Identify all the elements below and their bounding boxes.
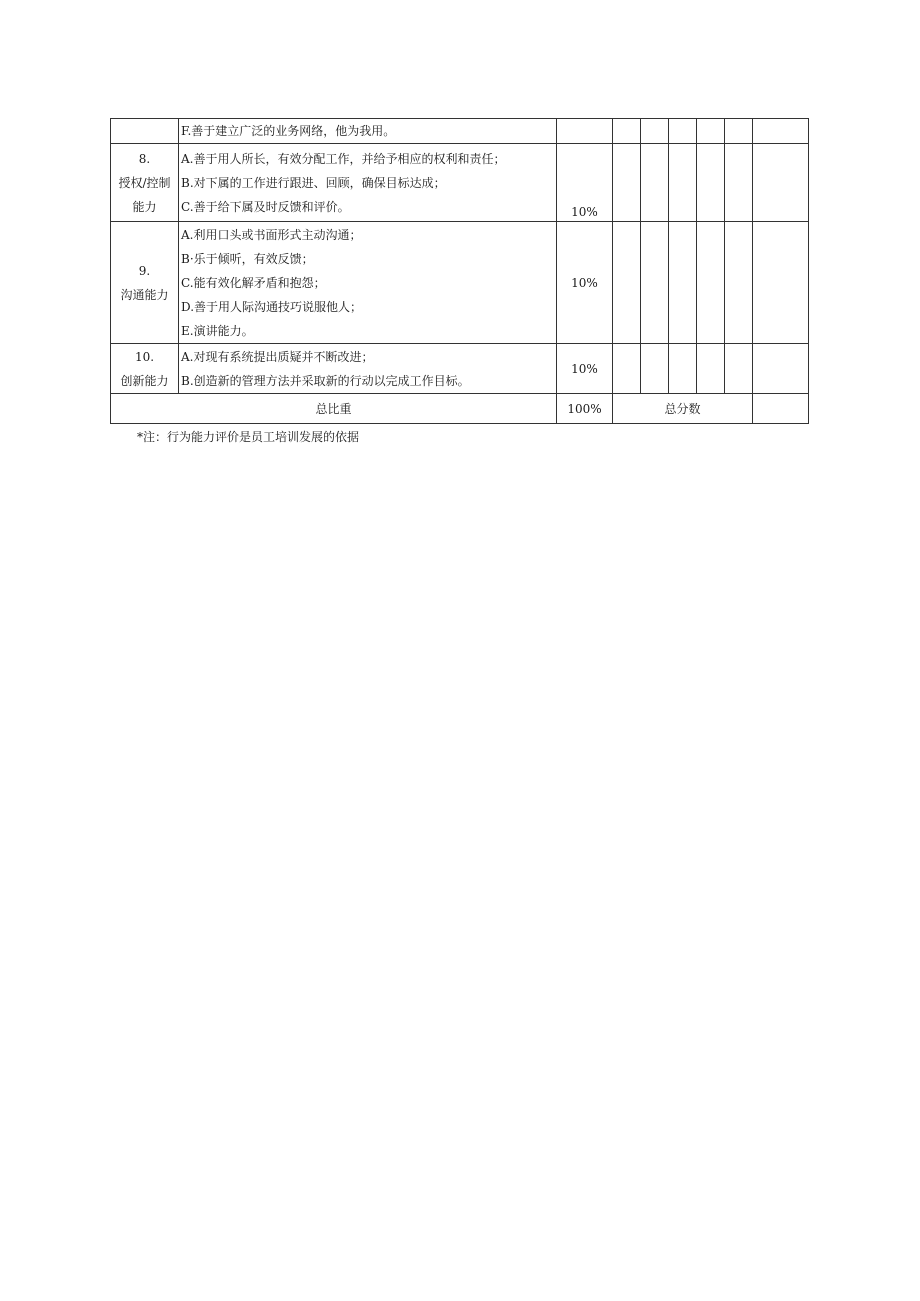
score-cell[interactable]	[641, 344, 669, 394]
criteria-item: B.创造新的管理方法并采取新的行动以完成工作目标。	[181, 373, 470, 388]
criteria-item: C.能有效化解矛盾和抱怨；	[181, 275, 326, 290]
footnote: *注：行为能力评价是员工培训发展的依据	[137, 430, 360, 444]
criteria-item: A.利用口头或书面形式主动沟通；	[181, 227, 362, 242]
table-row	[111, 144, 809, 222]
criteria-cell	[179, 344, 557, 394]
criteria-item: F.善于建立广泛的业务网络，他为我用。	[181, 124, 396, 138]
evaluation-sheet	[110, 118, 809, 424]
criteria-item: B·乐于倾听，有效反馈；	[181, 251, 314, 266]
score-cell[interactable]	[669, 144, 697, 222]
score-cell[interactable]	[725, 222, 753, 344]
criteria-cell	[179, 144, 557, 222]
score-total-cell[interactable]	[753, 119, 809, 144]
score-cell[interactable]	[641, 144, 669, 222]
score-total-cell[interactable]	[753, 344, 809, 394]
score-cell[interactable]	[725, 144, 753, 222]
table-row	[111, 222, 809, 344]
score-total-cell[interactable]	[753, 222, 809, 344]
score-cell[interactable]	[613, 119, 641, 144]
category-number: 10.	[134, 349, 155, 364]
weight-cell: 10%	[557, 222, 613, 344]
score-total-cell[interactable]	[753, 144, 809, 222]
criteria-item: A.对现有系统提出质疑并不断改进；	[181, 349, 374, 364]
table-row	[111, 344, 809, 394]
score-cell[interactable]	[641, 222, 669, 344]
score-cell[interactable]	[613, 144, 641, 222]
score-cell[interactable]	[697, 344, 725, 394]
criteria-item: C.善于给下属及时反馈和评价。	[181, 199, 350, 214]
criteria-cell	[179, 119, 557, 144]
score-cell[interactable]	[725, 344, 753, 394]
total-weight-label: 总比重	[111, 394, 557, 424]
score-cell[interactable]	[669, 222, 697, 344]
criteria-item: B.对下属的工作进行跟进、回顾，确保目标达成；	[181, 175, 446, 190]
category-number: 8.	[138, 151, 151, 166]
table-row	[111, 119, 809, 144]
score-cell[interactable]	[697, 222, 725, 344]
total-score-value[interactable]	[753, 394, 809, 424]
category-cell	[111, 119, 179, 144]
score-cell[interactable]	[697, 144, 725, 222]
score-cell[interactable]	[669, 119, 697, 144]
criteria-item: A.善于用人所长，有效分配工作，并给予相应的权利和责任；	[181, 151, 506, 166]
score-cell[interactable]	[641, 119, 669, 144]
score-cell[interactable]	[669, 344, 697, 394]
criteria-cell	[179, 222, 557, 344]
behavior-evaluation-table	[110, 118, 809, 424]
criteria-item: D.善于用人际沟通技巧说服他人；	[181, 299, 363, 314]
category-title: 授权/控制	[118, 175, 171, 190]
score-cell[interactable]	[697, 119, 725, 144]
score-cell[interactable]	[725, 119, 753, 144]
total-score-label: 总分数	[613, 394, 753, 424]
category-cell	[111, 144, 179, 222]
category-title: 创新能力	[120, 373, 169, 388]
category-number: 9.	[138, 263, 151, 278]
weight-cell: 10%	[557, 144, 613, 222]
score-cell[interactable]	[613, 344, 641, 394]
total-weight-value: 100%	[557, 394, 613, 424]
category-title-line2: 能力	[132, 199, 157, 214]
criteria-item: E.演讲能力。	[181, 323, 254, 338]
weight-cell: 10%	[557, 344, 613, 394]
category-title: 沟通能力	[120, 287, 169, 302]
category-cell	[111, 344, 179, 394]
weight-cell	[557, 119, 613, 144]
category-cell	[111, 222, 179, 344]
score-cell[interactable]	[613, 222, 641, 344]
table-footer-row	[111, 394, 809, 424]
